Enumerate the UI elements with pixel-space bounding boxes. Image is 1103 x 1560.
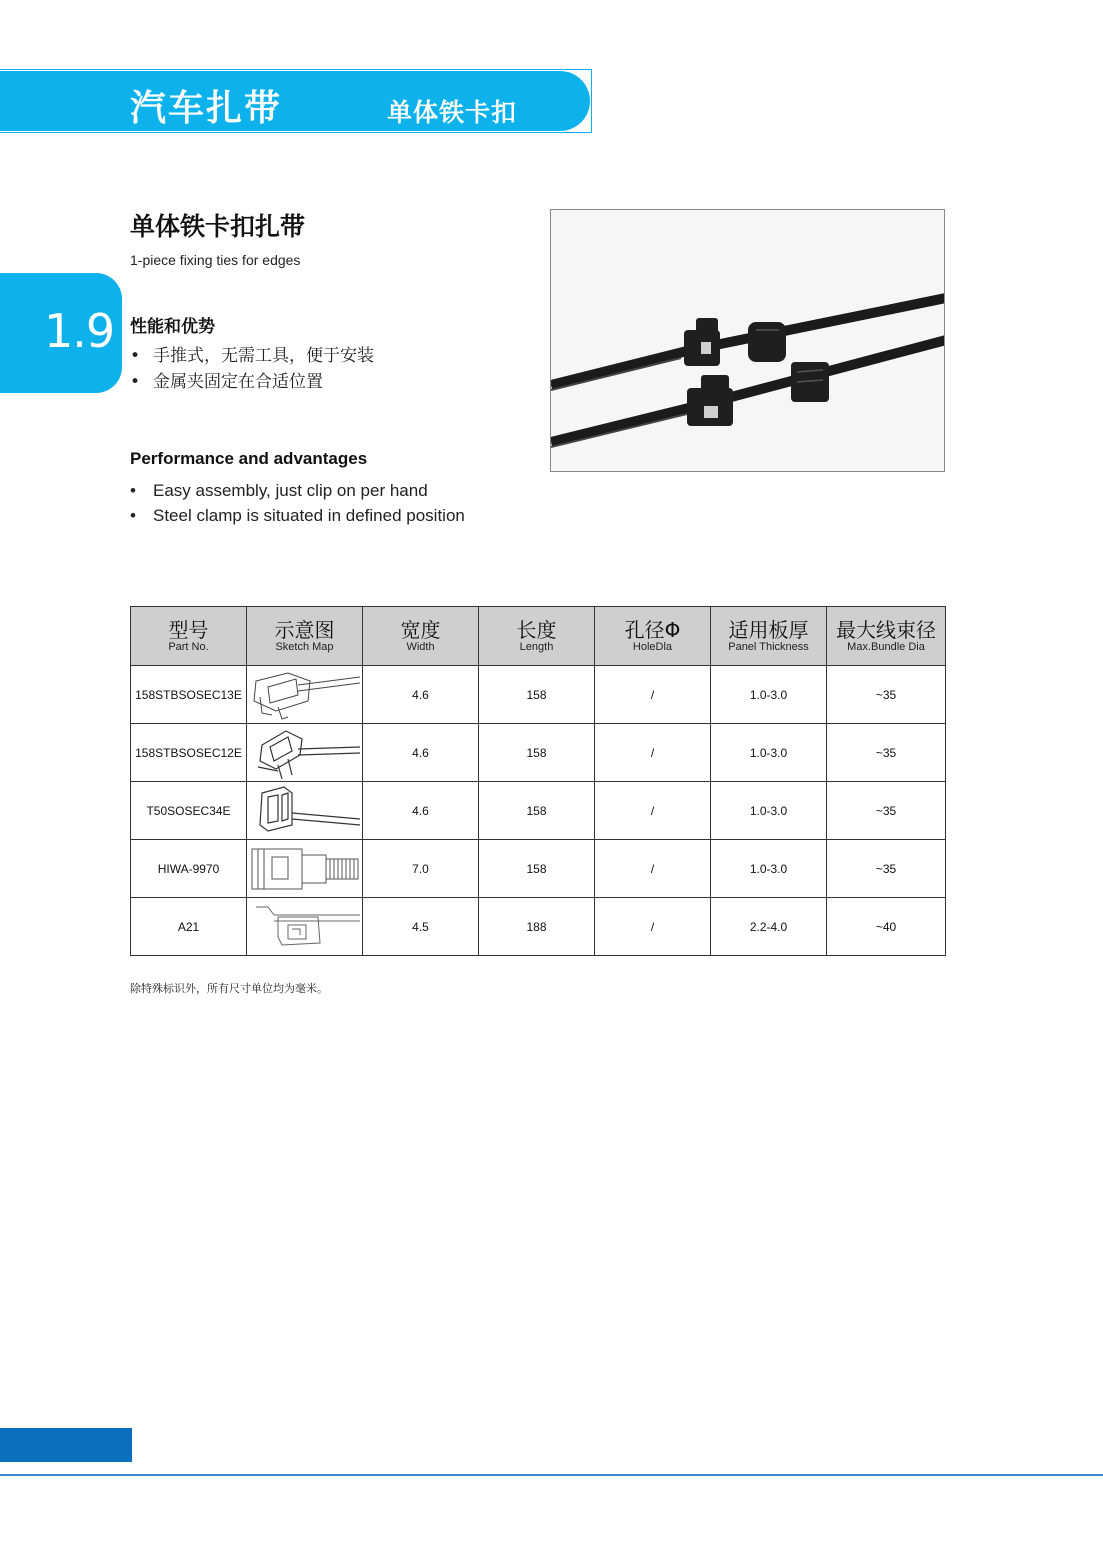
cell-panel: 1.0-3.0 [711,840,827,898]
sketch-clip-icon [248,899,362,954]
cable-ties-photo-icon [551,210,944,471]
spec-table [130,606,946,956]
sketch-clip-icon [248,725,362,780]
table-row [131,782,946,840]
cell-width: 4.5 [363,898,479,956]
cell-hole: / [595,666,711,724]
advantage-item-cn: • 手推式，无需工具，便于安装 [130,343,374,369]
cell-width: 7.0 [363,840,479,898]
advantages-heading-cn: 性能和优势 [130,317,215,337]
cell-width: 4.6 [363,724,479,782]
header-hole-dia: 孔径Φ HoleDla [595,607,711,666]
cell-sketch [247,782,363,840]
cell-length: 158 [479,724,595,782]
cell-bundle: ~35 [827,840,946,898]
table-header-row [131,607,946,666]
cell-hole: / [595,840,711,898]
advantages-heading-en: Performance and advantages [130,449,368,468]
cell-bundle: ~35 [827,724,946,782]
header-sketch-map: 示意图 Sketch Map [247,607,363,666]
units-footnote: 除特殊标识外，所有尺寸单位均为毫米。 [130,982,328,995]
cell-sketch [247,898,363,956]
cell-sketch [247,840,363,898]
table-row [131,666,946,724]
cell-sketch [247,724,363,782]
table-row [131,724,946,782]
cell-part-no: 158STBSOSEC12E [131,724,247,782]
advantage-item-en: • Easy assembly, just clip on per hand [130,478,465,503]
cell-bundle: ~40 [827,898,946,956]
sketch-clip-icon [248,841,362,896]
table-row [131,898,946,956]
cell-bundle: ~35 [827,666,946,724]
cell-part-no: HIWA-9970 [131,840,247,898]
cell-bundle: ~35 [827,782,946,840]
advantages-list-cn [130,343,374,395]
header-subtitle: 单体铁卡扣 [387,98,518,127]
cell-hole: / [595,898,711,956]
header-panel-thickness: 适用板厚 Panel Thickness [711,607,827,666]
cell-width: 4.6 [363,782,479,840]
header-max-bundle-dia: 最大线束径 Max.Bundle Dia [827,607,946,666]
advantages-list-en [130,478,465,528]
footer-block [0,1428,132,1462]
product-photo [550,209,945,472]
footer-line [0,1474,1103,1476]
cell-hole: / [595,782,711,840]
product-title-en: 1-piece fixing ties for edges [130,252,301,268]
cell-part-no: T50SOSEC34E [131,782,247,840]
advantage-item-en: • Steel clamp is situated in defined position [130,503,465,528]
cell-width: 4.6 [363,666,479,724]
cell-panel: 1.0-3.0 [711,666,827,724]
cell-part-no: 158STBSOSEC13E [131,666,247,724]
header-title: 汽车扎带 [130,88,283,129]
header-part-no: 型号 Part No. [131,607,247,666]
section-number: 1.9 [44,304,115,358]
header-length: 长度 Length [479,607,595,666]
table-row [131,840,946,898]
cell-panel: 2.2-4.0 [711,898,827,956]
cell-length: 158 [479,840,595,898]
header-width: 宽度 Width [363,607,479,666]
sketch-clip-icon [248,667,362,722]
cell-panel: 1.0-3.0 [711,724,827,782]
cell-hole: / [595,724,711,782]
cell-length: 188 [479,898,595,956]
cell-length: 158 [479,666,595,724]
advantage-item-cn: • 金属夹固定在合适位置 [130,369,374,395]
sketch-clip-icon [248,783,362,838]
cell-length: 158 [479,782,595,840]
product-title-cn: 单体铁卡扣扎带 [130,212,306,241]
cell-part-no: A21 [131,898,247,956]
cell-sketch [247,666,363,724]
cell-panel: 1.0-3.0 [711,782,827,840]
